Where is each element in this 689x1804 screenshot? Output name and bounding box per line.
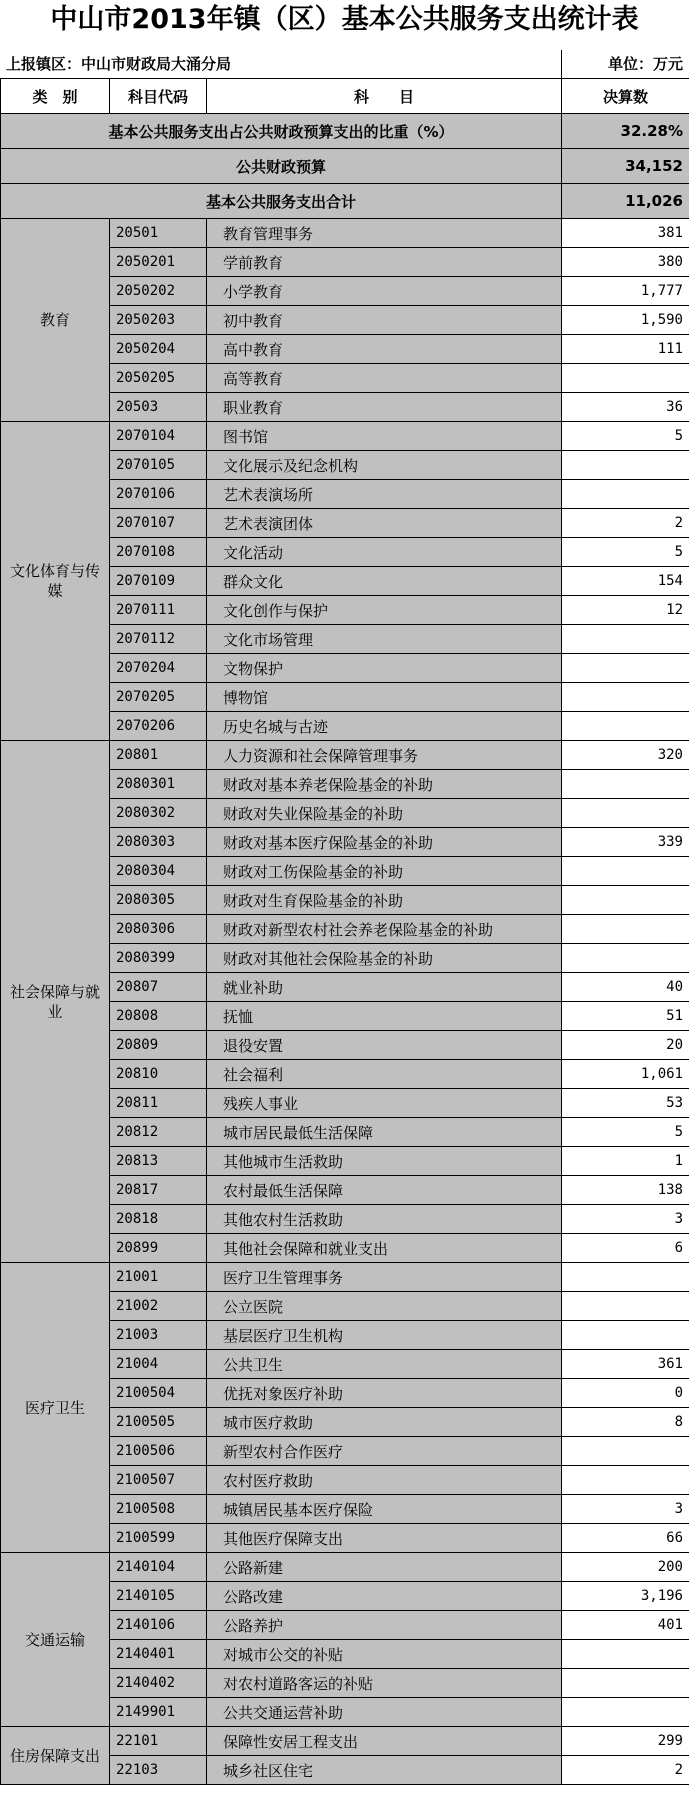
amount-cell (562, 1292, 689, 1321)
code-cell: 20813 (110, 1147, 207, 1176)
code-cell: 2149901 (110, 1698, 207, 1727)
code-cell: 2140104 (110, 1553, 207, 1582)
amount-cell: 5 (562, 538, 689, 567)
item-name-cell: 财政对失业保险基金的补助 (207, 799, 562, 828)
item-name-cell: 学前教育 (207, 248, 562, 277)
amount-cell: 12 (562, 596, 689, 625)
item-name-cell: 医疗卫生管理事务 (207, 1263, 562, 1292)
item-name-cell: 文化展示及纪念机构 (207, 451, 562, 480)
amount-cell (562, 944, 689, 973)
summary-row-total (1, 184, 689, 219)
summary-value: 34,152 (562, 149, 689, 184)
amount-cell: 320 (562, 741, 689, 770)
code-cell: 2050202 (110, 277, 207, 306)
code-cell: 20503 (110, 393, 207, 422)
amount-cell: 53 (562, 1089, 689, 1118)
amount-cell: 3 (562, 1205, 689, 1234)
summary-value: 11,026 (562, 184, 689, 219)
amount-cell (562, 1437, 689, 1466)
item-name-cell: 高中教育 (207, 335, 562, 364)
summary-row-budget (1, 149, 689, 184)
code-cell: 2070104 (110, 422, 207, 451)
code-cell: 2050205 (110, 364, 207, 393)
code-cell: 2140105 (110, 1582, 207, 1611)
amount-cell: 381 (562, 219, 689, 248)
amount-cell: 1,777 (562, 277, 689, 306)
item-name-cell: 艺术表演场所 (207, 480, 562, 509)
code-cell: 20808 (110, 1002, 207, 1031)
code-cell: 2070106 (110, 480, 207, 509)
code-cell: 20807 (110, 973, 207, 1002)
item-name-cell: 城市居民最低生活保障 (207, 1118, 562, 1147)
item-name-cell: 基层医疗卫生机构 (207, 1321, 562, 1350)
item-name-cell: 财政对工伤保险基金的补助 (207, 857, 562, 886)
info-row (0, 50, 689, 78)
amount-cell: 0 (562, 1379, 689, 1408)
code-cell: 2070205 (110, 683, 207, 712)
item-name-cell: 职业教育 (207, 393, 562, 422)
item-name-cell: 对农村道路客运的补贴 (207, 1669, 562, 1698)
code-cell: 2100506 (110, 1437, 207, 1466)
item-name-cell: 教育管理事务 (207, 219, 562, 248)
item-name-cell: 公路改建 (207, 1582, 562, 1611)
item-name-cell: 历史名城与古迹 (207, 712, 562, 741)
category-cell: 住房保障支出 (1, 1727, 110, 1785)
item-name-cell: 抚恤 (207, 1002, 562, 1031)
amount-cell (562, 683, 689, 712)
item-name-cell: 其他城市生活救助 (207, 1147, 562, 1176)
amount-cell: 339 (562, 828, 689, 857)
amount-cell: 66 (562, 1524, 689, 1553)
item-name-cell: 艺术表演团体 (207, 509, 562, 538)
table-row (1, 1727, 689, 1756)
item-name-cell: 文物保护 (207, 654, 562, 683)
summary-label: 基本公共服务支出合计 (1, 184, 562, 219)
item-name-cell: 其他农村生活救助 (207, 1205, 562, 1234)
item-name-cell: 城镇居民基本医疗保险 (207, 1495, 562, 1524)
amount-cell: 361 (562, 1350, 689, 1379)
code-cell: 21004 (110, 1350, 207, 1379)
item-name-cell: 城乡社区住宅 (207, 1756, 562, 1785)
item-name-cell: 财政对生育保险基金的补助 (207, 886, 562, 915)
code-cell: 21001 (110, 1263, 207, 1292)
code-cell: 2050204 (110, 335, 207, 364)
code-cell: 2080301 (110, 770, 207, 799)
amount-cell (562, 451, 689, 480)
amount-cell: 299 (562, 1727, 689, 1756)
item-name-cell: 图书馆 (207, 422, 562, 451)
item-name-cell: 小学教育 (207, 277, 562, 306)
code-cell: 2070111 (110, 596, 207, 625)
code-cell: 20809 (110, 1031, 207, 1060)
code-cell: 2080306 (110, 915, 207, 944)
code-cell: 20812 (110, 1118, 207, 1147)
code-cell: 2080304 (110, 857, 207, 886)
item-name-cell: 文化创作与保护 (207, 596, 562, 625)
amount-cell (562, 1321, 689, 1350)
code-cell: 2080302 (110, 799, 207, 828)
table-row (1, 1553, 689, 1582)
item-name-cell: 财政对基本医疗保险基金的补助 (207, 828, 562, 857)
item-name-cell: 新型农村合作医疗 (207, 1437, 562, 1466)
code-cell: 2100504 (110, 1379, 207, 1408)
code-cell: 2140106 (110, 1611, 207, 1640)
item-name-cell: 优抚对象医疗补助 (207, 1379, 562, 1408)
amount-cell (562, 915, 689, 944)
expenditure-table (0, 78, 689, 1785)
code-cell: 2100507 (110, 1466, 207, 1495)
amount-cell (562, 625, 689, 654)
item-name-cell: 农村医疗救助 (207, 1466, 562, 1495)
amount-cell: 51 (562, 1002, 689, 1031)
category-cell: 文化体育与传媒 (1, 422, 110, 741)
code-cell: 20801 (110, 741, 207, 770)
item-name-cell: 就业补助 (207, 973, 562, 1002)
code-cell: 2100508 (110, 1495, 207, 1524)
item-name-cell: 公路养护 (207, 1611, 562, 1640)
item-name-cell: 财政对其他社会保险基金的补助 (207, 944, 562, 973)
header-row (1, 79, 689, 114)
code-cell: 20818 (110, 1205, 207, 1234)
table-row (1, 1263, 689, 1292)
item-name-cell: 公共交通运营补助 (207, 1698, 562, 1727)
table-body (1, 114, 689, 1785)
amount-cell: 5 (562, 1118, 689, 1147)
table-row (1, 422, 689, 451)
amount-cell (562, 1669, 689, 1698)
item-name-cell: 退役安置 (207, 1031, 562, 1060)
amount-cell (562, 886, 689, 915)
code-cell: 2140401 (110, 1640, 207, 1669)
info-divider (561, 50, 562, 78)
item-name-cell: 博物馆 (207, 683, 562, 712)
category-cell: 交通运输 (1, 1553, 110, 1727)
code-cell: 2080303 (110, 828, 207, 857)
amount-cell: 111 (562, 335, 689, 364)
amount-cell (562, 654, 689, 683)
item-name-cell: 公路新建 (207, 1553, 562, 1582)
category-cell: 教育 (1, 219, 110, 422)
amount-cell (562, 712, 689, 741)
item-name-cell: 初中教育 (207, 306, 562, 335)
reporter-label: 上报镇区：中山市财政局大涌分局 (6, 55, 232, 73)
category-cell: 医疗卫生 (1, 1263, 110, 1553)
amount-cell: 5 (562, 422, 689, 451)
code-cell: 2050201 (110, 248, 207, 277)
code-cell: 20817 (110, 1176, 207, 1205)
amount-cell: 36 (562, 393, 689, 422)
amount-cell (562, 364, 689, 393)
code-cell: 2100505 (110, 1408, 207, 1437)
amount-cell: 20 (562, 1031, 689, 1060)
amount-cell: 3 (562, 1495, 689, 1524)
header-code: 科目代码 (110, 79, 207, 114)
item-name-cell: 公立医院 (207, 1292, 562, 1321)
amount-cell (562, 480, 689, 509)
page-title: 中山市2013年镇（区）基本公共服务支出统计表 (50, 4, 639, 35)
amount-cell (562, 1698, 689, 1727)
header-item: 科 目 (207, 79, 562, 114)
summary-label: 基本公共服务支出占公共财政预算支出的比重（%） (1, 114, 562, 149)
amount-cell: 1,061 (562, 1060, 689, 1089)
code-cell: 2070204 (110, 654, 207, 683)
code-cell: 2070109 (110, 567, 207, 596)
category-cell: 社会保障与就业 (1, 741, 110, 1263)
amount-cell: 40 (562, 973, 689, 1002)
amount-cell (562, 1640, 689, 1669)
item-name-cell: 文化市场管理 (207, 625, 562, 654)
item-name-cell: 群众文化 (207, 567, 562, 596)
code-cell: 20899 (110, 1234, 207, 1263)
amount-cell: 380 (562, 248, 689, 277)
code-cell: 20501 (110, 219, 207, 248)
amount-cell: 154 (562, 567, 689, 596)
code-cell: 22103 (110, 1756, 207, 1785)
item-name-cell: 人力资源和社会保障管理事务 (207, 741, 562, 770)
code-cell: 21003 (110, 1321, 207, 1350)
amount-cell (562, 770, 689, 799)
item-name-cell: 农村最低生活保障 (207, 1176, 562, 1205)
item-name-cell: 公共卫生 (207, 1350, 562, 1379)
summary-row-ratio (1, 114, 689, 149)
code-cell: 2070107 (110, 509, 207, 538)
amount-cell: 3,196 (562, 1582, 689, 1611)
code-cell: 2100599 (110, 1524, 207, 1553)
item-name-cell: 高等教育 (207, 364, 562, 393)
code-cell: 21002 (110, 1292, 207, 1321)
header-category: 类 别 (1, 79, 110, 114)
amount-cell: 8 (562, 1408, 689, 1437)
header-amount: 决算数 (562, 79, 689, 114)
item-name-cell: 财政对基本养老保险基金的补助 (207, 770, 562, 799)
item-name-cell: 社会福利 (207, 1060, 562, 1089)
amount-cell: 200 (562, 1553, 689, 1582)
item-name-cell: 对城市公交的补贴 (207, 1640, 562, 1669)
item-name-cell: 城市医疗救助 (207, 1408, 562, 1437)
amount-cell (562, 799, 689, 828)
code-cell: 20810 (110, 1060, 207, 1089)
code-cell: 2050203 (110, 306, 207, 335)
code-cell: 2070206 (110, 712, 207, 741)
amount-cell: 6 (562, 1234, 689, 1263)
amount-cell: 2 (562, 509, 689, 538)
item-name-cell: 保障性安居工程支出 (207, 1727, 562, 1756)
amount-cell: 138 (562, 1176, 689, 1205)
code-cell: 2070108 (110, 538, 207, 567)
item-name-cell: 残疾人事业 (207, 1089, 562, 1118)
code-cell: 2080305 (110, 886, 207, 915)
table-row (1, 741, 689, 770)
table-row (1, 219, 689, 248)
item-name-cell: 其他医疗保障支出 (207, 1524, 562, 1553)
code-cell: 2080399 (110, 944, 207, 973)
code-cell: 22101 (110, 1727, 207, 1756)
summary-value: 32.28% (562, 114, 689, 149)
unit-label: 单位：万元 (607, 55, 683, 73)
item-name-cell: 文化活动 (207, 538, 562, 567)
amount-cell: 401 (562, 1611, 689, 1640)
amount-cell (562, 1466, 689, 1495)
amount-cell (562, 857, 689, 886)
item-name-cell: 财政对新型农村社会养老保险基金的补助 (207, 915, 562, 944)
amount-cell (562, 1263, 689, 1292)
item-name-cell: 其他社会保障和就业支出 (207, 1234, 562, 1263)
amount-cell: 1 (562, 1147, 689, 1176)
amount-cell: 1,590 (562, 306, 689, 335)
summary-label: 公共财政预算 (1, 149, 562, 184)
code-cell: 2140402 (110, 1669, 207, 1698)
amount-cell: 2 (562, 1756, 689, 1785)
code-cell: 20811 (110, 1089, 207, 1118)
code-cell: 2070112 (110, 625, 207, 654)
code-cell: 2070105 (110, 451, 207, 480)
